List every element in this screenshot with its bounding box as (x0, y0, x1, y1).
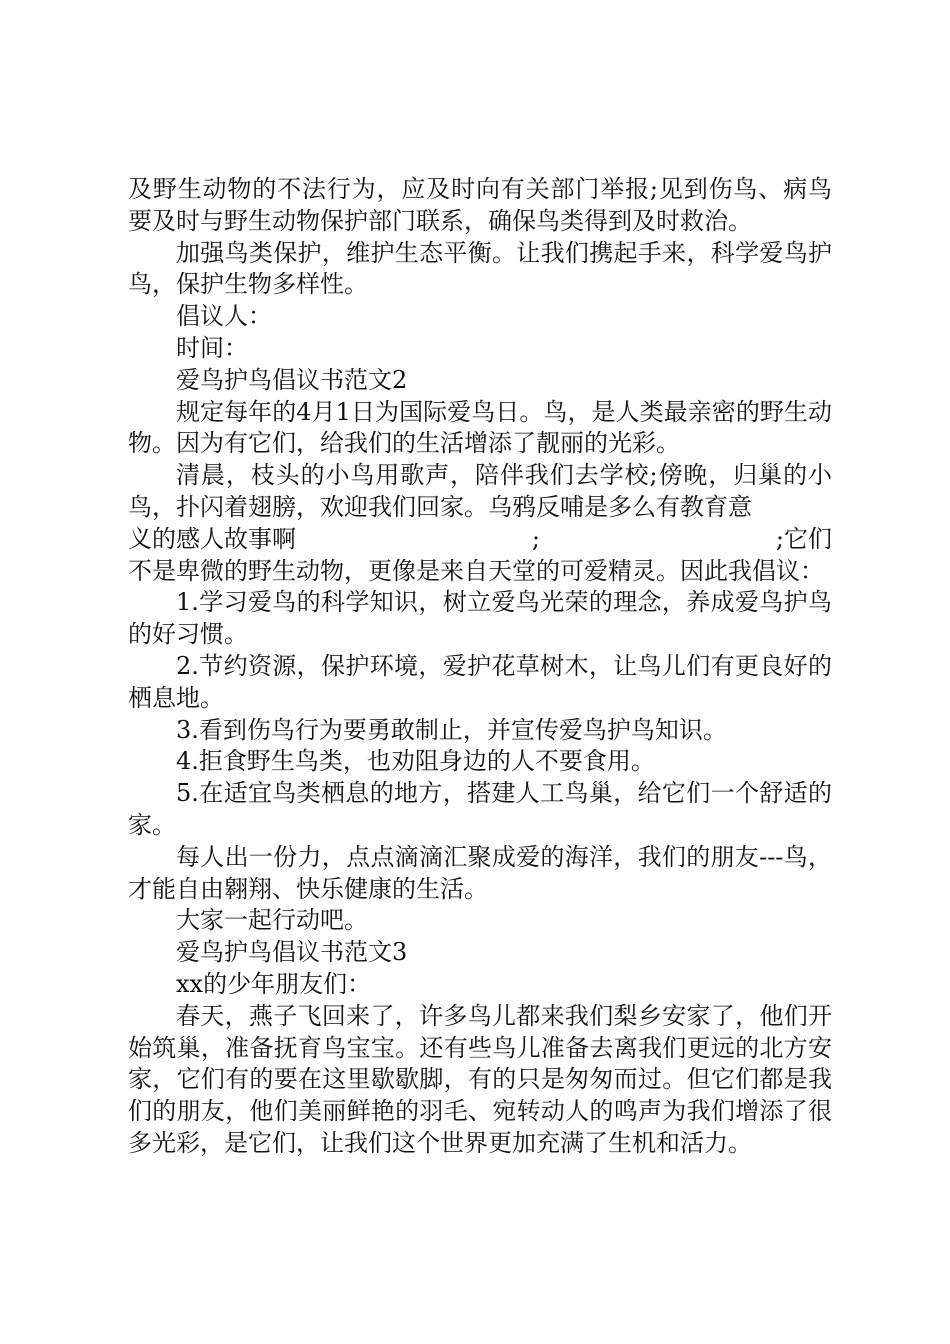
list-item: 2.节约资源，保护环境，爱护花草树木，让鸟儿们有更良好的栖息地。 (128, 651, 832, 712)
paragraph: 每人出一份力，点点滴滴汇聚成爱的海洋，我们的朋友---鸟，才能自由翱翔、快乐健康的生活。 (128, 842, 832, 903)
list-item: 3.看到伤鸟行为要勇敢制止，并宣传爱鸟护鸟知识。 (176, 715, 727, 744)
paragraph: 大家一起行动吧。 (176, 906, 368, 935)
paragraph: 不是卑微的野生动物，更像是来自天堂的可爱精灵。因此我倡议： (128, 556, 824, 585)
paragraph: 加强鸟类保护，维护生态平衡。让我们携起手来，科学爱鸟护鸟，保护生物多样性。 (128, 238, 832, 299)
date-label: 时间： (176, 333, 248, 362)
section-heading: 爱鸟护鸟倡议书范文3 (176, 938, 408, 967)
section-heading: 爱鸟护鸟倡议书范文2 (176, 365, 408, 394)
signature-label: 倡议人： (176, 302, 272, 331)
list-item: 5.在适宜鸟类栖息的地方，搭建人工鸟巢，给它们一个舒适的家。 (128, 779, 832, 839)
list-item: 1.学习爱鸟的科学知识，树立爱鸟光荣的理念，养成爱鸟护鸟的好习惯。 (128, 588, 832, 649)
spaced-segment: 义的感人故事啊 (128, 524, 296, 553)
paragraph: 清晨，枝头的小鸟用歌声，陪伴我们去学校;傍晚，归巢的小鸟，扑闪着翅膀，欢迎我们回家。乌鸦反哺是多么有教育意 (128, 461, 832, 521)
spaced-line (128, 524, 832, 556)
paragraph: 春天，燕子飞回来了，许多鸟儿都来我们梨乡安家了，他们开始筑巢，准备抚育鸟宝宝。还有些鸟儿准备去离我们更远的北方安家，它们有的要在这里歇歇脚，有的只是匆匆而过。但它们都是我们的朋友，他们美丽鲜艳的羽毛、宛转动人的鸣声为我们增添了很多光彩，是它们，让我们这个世界更加充满了生机和活力。 (128, 1001, 832, 1157)
spaced-segment: ;它们 (775, 524, 832, 553)
salutation: xx的少年朋友们： (176, 969, 372, 998)
document-body (128, 174, 832, 1160)
paragraph: 及野生动物的不法行为，应及时向有关部门举报;见到伤鸟、病鸟要及时与野生动物保护部门联系，确保鸟类得到及时救治。 (128, 175, 832, 235)
paragraph: 规定每年的4月1日为国际爱鸟日。鸟，是人类最亲密的野生动物。因为有它们，给我们的生活增添了靓丽的光彩。 (128, 397, 832, 458)
list-item: 4.拒食野生鸟类，也劝阻身边的人不要食用。 (176, 747, 655, 776)
spaced-segment: ; (531, 524, 540, 553)
